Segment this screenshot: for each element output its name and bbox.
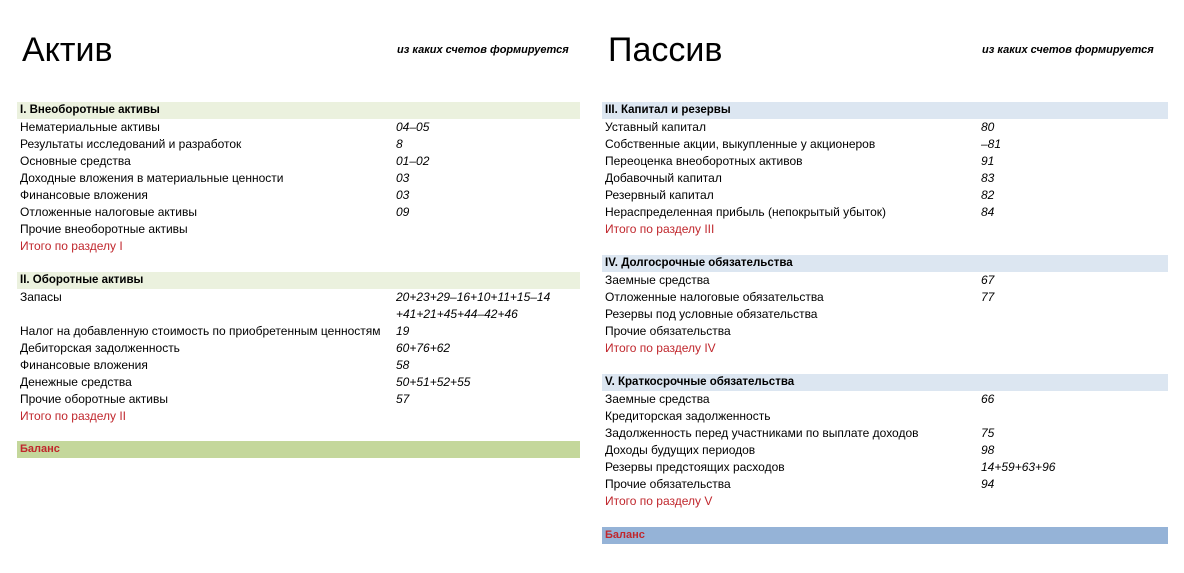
asset-accounts-subhead: из каких счетов формируется — [397, 44, 569, 56]
liability-title: Пассив — [608, 31, 723, 69]
table-row: Дебиторская задолженность 60+76+62 — [20, 341, 451, 355]
table-row: Финансовые вложения 03 — [20, 188, 410, 202]
asset-balance — [17, 441, 580, 458]
table-row: Прочие обязательства — [605, 324, 731, 338]
table-row: Уставный капитал 80 — [605, 120, 995, 134]
section-noncurrent-assets — [17, 102, 580, 255]
table-row: Добавочный капитал 83 — [605, 171, 995, 185]
section-header: V. Краткосрочные обязательства — [602, 374, 1168, 391]
section-current-assets — [17, 272, 580, 425]
liability-balance — [602, 527, 1168, 544]
section-total: Итого по разделу IV — [605, 341, 716, 355]
table-row: Запасы 20+23+29–16+10+11+15–14 — [20, 290, 551, 304]
table-row: +41+21+45+44–42+46 — [396, 307, 518, 321]
section-total: Итого по разделу I — [20, 239, 123, 253]
table-row: Финансовые вложения 58 — [20, 358, 410, 372]
section-capital-reserves — [602, 102, 1168, 238]
section-header: I. Внеоборотные активы — [17, 102, 580, 119]
table-row: Нематериальные активы 04–05 — [20, 120, 430, 134]
table-row: Переоценка внеоборотных активов 91 — [605, 154, 995, 168]
section-header: II. Оборотные активы — [17, 272, 580, 289]
table-row: Денежные средства 50+51+52+55 — [20, 375, 471, 389]
table-row: Результаты исследований и разработок 8 — [20, 137, 403, 151]
table-row: Резервы предстоящих расходов 14+59+63+96 — [605, 460, 1056, 474]
liability-accounts-subhead: из каких счетов формируется — [982, 44, 1154, 56]
table-row: Основные средства 01–02 — [20, 154, 430, 168]
table-row: Прочие обязательства 94 — [605, 477, 995, 491]
balance-row: Баланс — [17, 441, 580, 458]
table-row: Налог на добавленную стоимость по приобретенным ценностям 19 — [20, 324, 410, 338]
table-row: Резервы под условные обязательства — [605, 307, 818, 321]
table-row: Заемные средства 67 — [605, 273, 995, 287]
section-total: Итого по разделу V — [605, 494, 713, 508]
section-total: Итого по разделу II — [20, 409, 127, 423]
table-row: Заемные средства 66 — [605, 392, 995, 406]
table-row: Задолженность перед участниками по выплате доходов 75 — [605, 426, 995, 440]
table-row: Резервный капитал 82 — [605, 188, 995, 202]
table-row: Нераспределенная прибыль (непокрытый убыток) 84 — [605, 205, 995, 219]
balance-row: Баланс — [602, 527, 1168, 544]
table-row: Доходы будущих периодов 98 — [605, 443, 995, 457]
table-row: Отложенные налоговые обязательства 77 — [605, 290, 995, 304]
section-header: IV. Долгосрочные обязательства — [602, 255, 1168, 272]
table-row: Собственные акции, выкупленные у акционеров –81 — [605, 137, 1002, 151]
section-total: Итого по разделу III — [605, 222, 715, 236]
section-longterm-liabilities — [602, 255, 1168, 357]
table-row: Доходные вложения в материальные ценности 03 — [20, 171, 410, 185]
table-row: Кредиторская задолженность — [605, 409, 771, 423]
asset-title: Актив — [22, 31, 113, 69]
section-header: III. Капитал и резервы — [602, 102, 1168, 119]
section-shortterm-liabilities — [602, 374, 1168, 510]
table-row: Отложенные налоговые активы 09 — [20, 205, 410, 219]
table-row: Прочие внеоборотные активы — [20, 222, 188, 236]
table-row: Прочие оборотные активы 57 — [20, 392, 410, 406]
